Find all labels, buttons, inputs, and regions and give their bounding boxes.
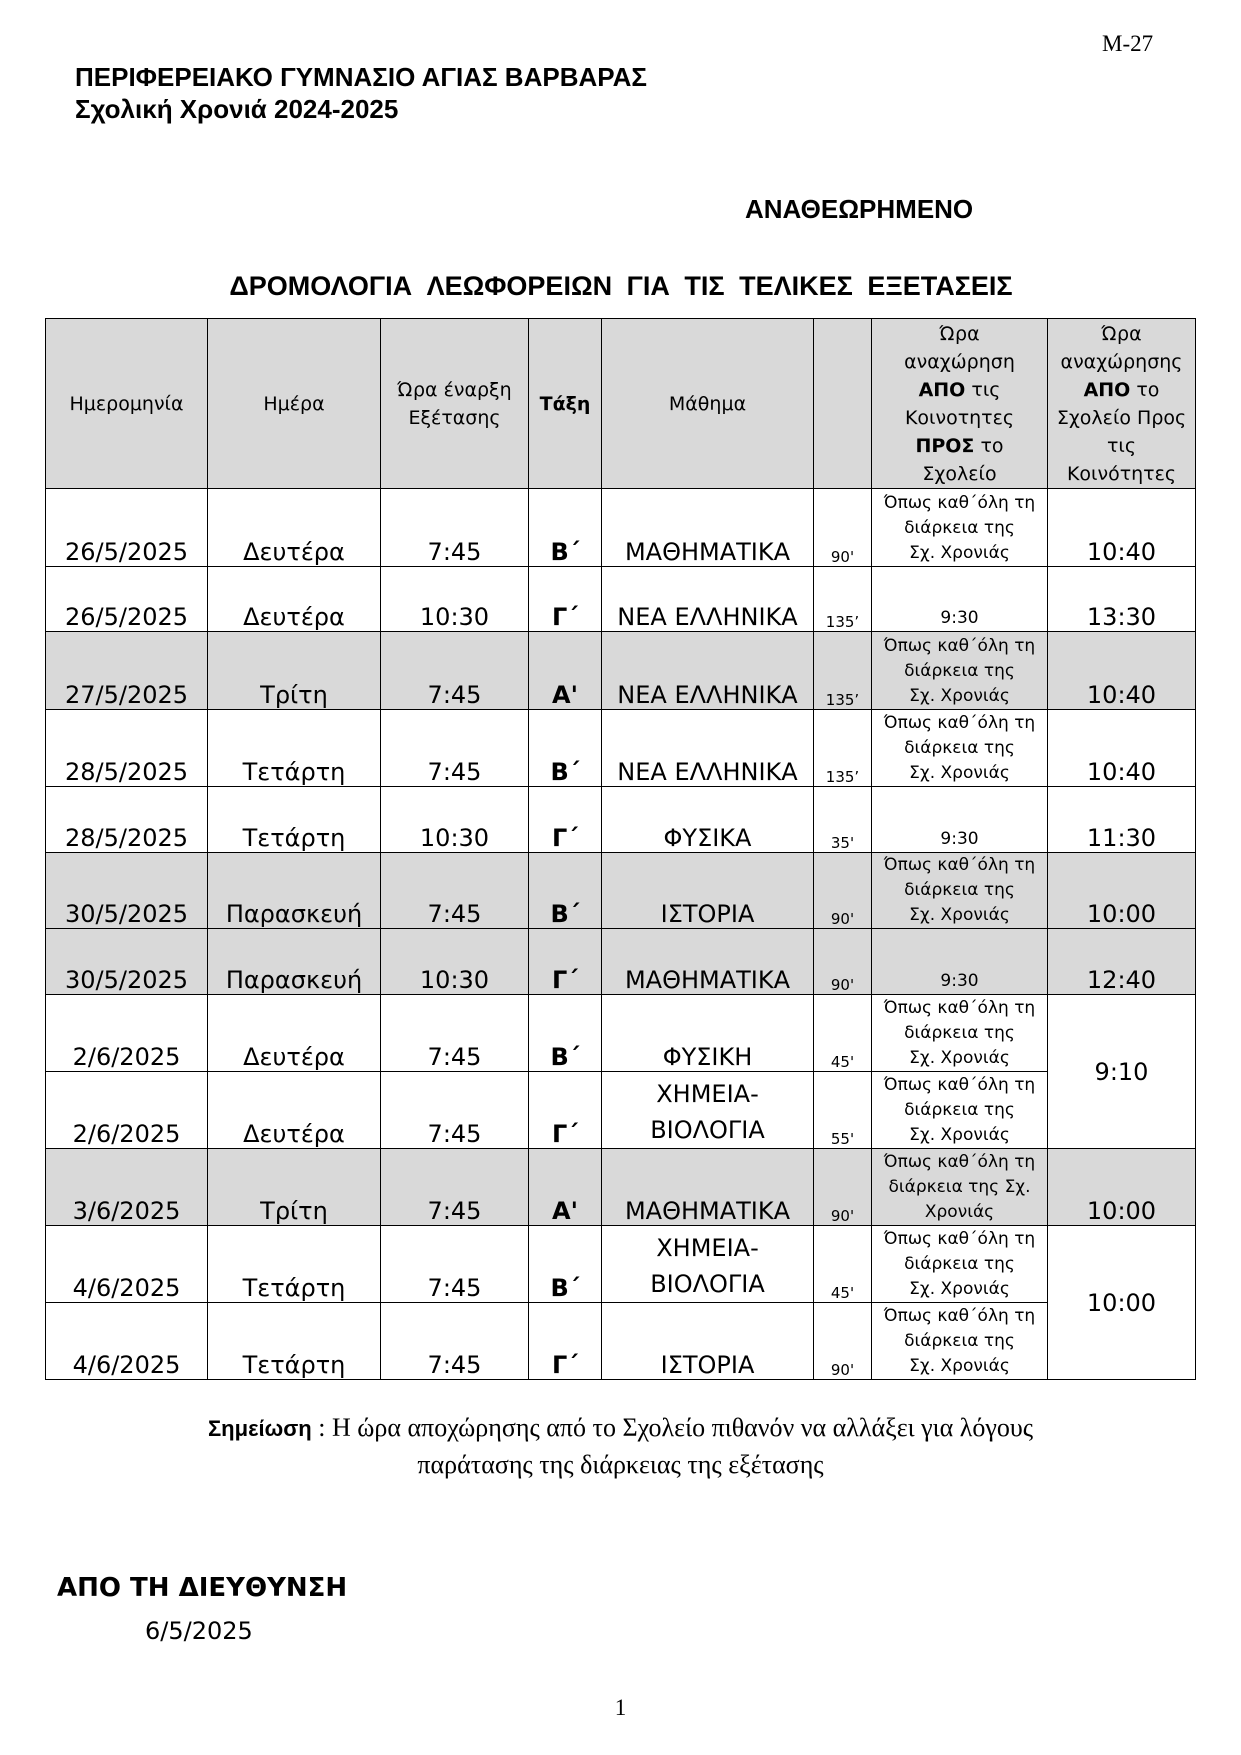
note-text-1: Η ώρα αποχώρησης από το Σχολείο πιθανόν να αλλάξει για λόγους <box>331 1413 1033 1442</box>
page-number: 1 <box>614 1695 627 1720</box>
header-dts-line5 <box>872 432 1047 460</box>
cell-duration: 135’ <box>814 710 872 787</box>
cell-departure-to-school <box>872 1226 1048 1303</box>
header-dts-line1: Ώρα <box>939 322 980 345</box>
cell-day: Τετάρτη <box>208 1226 381 1303</box>
dep-line: Σχ. Χρονιάς <box>909 1356 1010 1376</box>
note-label: Σημείωση <box>207 1416 312 1441</box>
cell-class: Α' <box>529 1149 602 1226</box>
cell-day: Δευτέρα <box>208 1072 381 1149</box>
cell-day: Τετάρτη <box>208 787 381 853</box>
cell-subject: ΝΕΑ ΕΛΛΗΝΙΚΑ <box>602 567 814 632</box>
dep-line: Χρονιάς <box>924 1202 995 1222</box>
cell-duration: 90' <box>814 1303 872 1380</box>
table-row <box>46 1303 1196 1380</box>
cell-date: 4/6/2025 <box>46 1226 208 1303</box>
cell-date: 28/5/2025 <box>46 710 208 787</box>
cell-duration: 45' <box>814 995 872 1072</box>
table-row <box>46 929 1196 995</box>
header-dfs-to: το <box>1130 378 1160 401</box>
dep-line: Σχ. Χρονιάς <box>909 1125 1010 1145</box>
dep-line: Σχ. Χρονιάς <box>909 1048 1010 1068</box>
subject-line: ΧΗΜΕΙΑ- <box>656 1234 759 1262</box>
cell-date: 28/5/2025 <box>46 787 208 853</box>
dep-line: Όπως καθ΄όλη τη <box>883 636 1036 656</box>
school-header <box>75 61 647 125</box>
table-row <box>46 1149 1196 1226</box>
header-departure-to-school <box>872 319 1048 489</box>
cell-departure-from-school: 10:40 <box>1048 632 1196 710</box>
header-dfs-line2: αναχώρησης <box>1060 350 1183 373</box>
table-row <box>46 853 1196 929</box>
dep-line: Όπως καθ΄όλη τη <box>883 1075 1036 1095</box>
cell-start-time: 7:45 <box>381 1303 529 1380</box>
cell-subject: ΜΑΘΗΜΑΤΙΚΑ <box>602 929 814 995</box>
cell-day: Δευτέρα <box>208 567 381 632</box>
cell-class: Α' <box>529 632 602 710</box>
table-row <box>46 787 1196 853</box>
title-word: ΤΙΣ <box>684 271 725 301</box>
cell-departure-to-school: 9:30 <box>872 567 1048 632</box>
header-start-line2: Εξέτασης <box>408 406 501 429</box>
signature: ΑΠΟ ΤΗ ΔΙΕΥΘΥΝΣΗ <box>57 1573 348 1603</box>
dep-line: Σχ. Χρονιάς <box>909 686 1010 706</box>
table-row <box>46 632 1196 710</box>
dep-line: Όπως καθ΄όλη τη <box>883 998 1036 1018</box>
cell-start-time: 7:45 <box>381 710 529 787</box>
cell-subject: ΝΕΑ ΕΛΛΗΝΙΚΑ <box>602 632 814 710</box>
cell-class: Β΄ <box>529 1226 602 1303</box>
dep-line: Σχ. Χρονιάς <box>909 763 1010 783</box>
cell-departure-from-school: 10:00 <box>1048 1226 1196 1380</box>
cell-day: Τρίτη <box>208 632 381 710</box>
header-dts-apo: ΑΠΟ <box>918 378 966 401</box>
cell-day: Τετάρτη <box>208 710 381 787</box>
table-row <box>46 710 1196 787</box>
cell-departure-to-school <box>872 995 1048 1072</box>
cell-subject: ΙΣΤΟΡΙΑ <box>602 1303 814 1380</box>
cell-duration: 135’ <box>814 567 872 632</box>
header-dfs-line5: τις <box>1106 434 1137 457</box>
title-word: ΤΕΛΙΚΕΣ <box>739 271 853 301</box>
cell-day: Τετάρτη <box>208 1303 381 1380</box>
table-row <box>46 489 1196 567</box>
cell-date: 30/5/2025 <box>46 853 208 929</box>
cell-departure-to-school <box>872 632 1048 710</box>
header-date: Ημερομηνία <box>46 319 208 489</box>
cell-start-time: 10:30 <box>381 567 529 632</box>
cell-departure-to-school <box>872 710 1048 787</box>
cell-class: Γ΄ <box>529 929 602 995</box>
cell-departure-to-school <box>872 1149 1048 1226</box>
header-dts-tis: τις <box>965 378 1001 401</box>
cell-departure-to-school: 9:30 <box>872 787 1048 853</box>
table-row <box>46 1226 1196 1303</box>
dep-line: Σχ. Χρονιάς <box>909 1279 1010 1299</box>
cell-subject: ΙΣΤΟΡΙΑ <box>602 853 814 929</box>
header-duration <box>814 319 872 489</box>
signature-date: 6/5/2025 <box>145 1617 253 1645</box>
cell-departure-to-school <box>872 853 1048 929</box>
cell-departure-to-school <box>872 1303 1048 1380</box>
cell-class: Γ΄ <box>529 567 602 632</box>
cell-day: Δευτέρα <box>208 489 381 567</box>
header-dfs-line3 <box>1048 376 1195 404</box>
dep-line: Σχ. Χρονιάς <box>909 543 1010 563</box>
cell-departure-to-school <box>872 1072 1048 1149</box>
dep-line: διάρκεια της <box>904 1331 1015 1351</box>
cell-start-time: 10:30 <box>381 787 529 853</box>
header-dts-line4: Κοινοτητες <box>904 406 1015 429</box>
cell-subject: ΦΥΣΙΚΑ <box>602 787 814 853</box>
cell-duration: 45' <box>814 1226 872 1303</box>
school-year: Σχολική Χρονιά 2024-2025 <box>75 94 399 124</box>
cell-start-time: 7:45 <box>381 489 529 567</box>
cell-start-time: 7:45 <box>381 853 529 929</box>
cell-departure-to-school: 9:30 <box>872 929 1048 995</box>
subject-line: ΒΙΟΛΟΓΙΑ <box>650 1270 765 1298</box>
cell-date: 2/6/2025 <box>46 1072 208 1149</box>
dep-line: διάρκεια της <box>904 880 1015 900</box>
dep-line: Σχ. Χρονιάς <box>909 905 1010 925</box>
cell-day: Τρίτη <box>208 1149 381 1226</box>
cell-date: 4/6/2025 <box>46 1303 208 1380</box>
note <box>0 1410 1241 1483</box>
subject-line: ΒΙΟΛΟΓΙΑ <box>650 1116 765 1144</box>
cell-start-time: 7:45 <box>381 632 529 710</box>
cell-subject: ΜΑΘΗΜΑΤΙΚΑ <box>602 1149 814 1226</box>
cell-departure-from-school: 10:40 <box>1048 710 1196 787</box>
cell-date: 26/5/2025 <box>46 567 208 632</box>
header-dts-to: το <box>974 434 1004 457</box>
header-subject: Μάθημα <box>602 319 814 489</box>
cell-class: Β΄ <box>529 995 602 1072</box>
header-dts-line2: αναχώρηση <box>904 350 1015 373</box>
cell-departure-from-school: 10:40 <box>1048 489 1196 567</box>
title-word: ΕΞΕΤΑΣΕΙΣ <box>867 271 1013 301</box>
cell-start-time: 7:45 <box>381 1226 529 1303</box>
header-day: Ημέρα <box>208 319 381 489</box>
cell-departure-from-school: 12:40 <box>1048 929 1196 995</box>
bus-schedule-table <box>45 318 1196 1380</box>
cell-class: Γ΄ <box>529 787 602 853</box>
dep-line: Όπως καθ΄όλη τη <box>883 493 1036 513</box>
cell-departure-from-school: 13:30 <box>1048 567 1196 632</box>
cell-duration: 55' <box>814 1072 872 1149</box>
cell-start-time: 10:30 <box>381 929 529 995</box>
revised-label: ΑΝΑΘΕΩΡΗΜΕΝΟ <box>745 194 974 224</box>
header-departure-from-school <box>1048 319 1196 489</box>
header-class: Τάξη <box>529 319 602 489</box>
header-dfs-line4: Σχολείο Προς <box>1056 406 1187 429</box>
cell-class: Β΄ <box>529 853 602 929</box>
header-dfs-line6: Κοινότητες <box>1066 462 1177 485</box>
cell-duration: 35' <box>814 787 872 853</box>
cell-subject: ΦΥΣΙΚΗ <box>602 995 814 1072</box>
table-header-row <box>46 319 1196 489</box>
title-word: ΔΡΟΜΟΛΟΓΙΑ <box>229 271 413 301</box>
table-row <box>46 995 1196 1072</box>
dep-line: Όπως καθ΄όλη τη <box>883 1229 1036 1249</box>
cell-departure-from-school: 11:30 <box>1048 787 1196 853</box>
cell-class: Γ΄ <box>529 1303 602 1380</box>
dep-line: διάρκεια της <box>904 1023 1015 1043</box>
cell-duration: 90' <box>814 853 872 929</box>
cell-start-time: 7:45 <box>381 995 529 1072</box>
header-dts-line6: Σχολείο <box>922 462 997 485</box>
cell-subject <box>602 1226 814 1303</box>
table-row <box>46 1072 1196 1149</box>
school-name: ΠΕΡΙΦΕΡΕΙΑΚΟ ΓΥΜΝΑΣΙΟ ΑΓΙΑΣ ΒΑΡΒΑΡΑΣ <box>75 62 648 92</box>
dep-line: διάρκεια της <box>904 518 1015 538</box>
cell-departure-from-school: 10:00 <box>1048 1149 1196 1226</box>
note-line1 <box>0 1410 1241 1447</box>
dep-line: διάρκεια της <box>904 661 1015 681</box>
cell-class: Γ΄ <box>529 1072 602 1149</box>
cell-duration: 90' <box>814 929 872 995</box>
document-number: M-27 <box>1102 31 1154 56</box>
table-row <box>46 567 1196 632</box>
cell-date: 2/6/2025 <box>46 995 208 1072</box>
cell-departure-to-school <box>872 489 1048 567</box>
note-line2: παράτασης της διάρκειας της εξέτασης <box>417 1450 824 1479</box>
header-start-line1: Ώρα έναρξη <box>397 378 512 401</box>
cell-date: 30/5/2025 <box>46 929 208 995</box>
note-colon: : <box>311 1413 332 1442</box>
cell-day: Παρασκευή <box>208 853 381 929</box>
cell-class: Β΄ <box>529 710 602 787</box>
subject-line: ΧΗΜΕΙΑ- <box>656 1080 759 1108</box>
header-dfs-apo: ΑΠΟ <box>1083 378 1131 401</box>
cell-departure-from-school: 9:10 <box>1048 995 1196 1149</box>
cell-subject <box>602 1072 814 1149</box>
cell-subject: ΜΑΘΗΜΑΤΙΚΑ <box>602 489 814 567</box>
title-word: ΓΙΑ <box>626 271 670 301</box>
dep-line: διάρκεια της <box>904 1254 1015 1274</box>
dep-line: Όπως καθ΄όλη τη <box>883 1152 1036 1172</box>
header-dfs-line1: Ώρα <box>1101 322 1142 345</box>
dep-line: διάρκεια της <box>904 1100 1015 1120</box>
dep-line: διάρκεια της Σχ. <box>888 1177 1031 1197</box>
dep-line: διάρκεια της <box>904 738 1015 758</box>
cell-class: Β΄ <box>529 489 602 567</box>
cell-day: Παρασκευή <box>208 929 381 995</box>
cell-start-time: 7:45 <box>381 1149 529 1226</box>
cell-duration: 90' <box>814 1149 872 1226</box>
cell-departure-from-school: 10:00 <box>1048 853 1196 929</box>
header-start-time <box>381 319 529 489</box>
cell-date: 3/6/2025 <box>46 1149 208 1226</box>
cell-date: 27/5/2025 <box>46 632 208 710</box>
dep-line: Όπως καθ΄όλη τη <box>883 855 1036 875</box>
page-title <box>0 271 1241 302</box>
cell-date: 26/5/2025 <box>46 489 208 567</box>
cell-duration: 135’ <box>814 632 872 710</box>
header-dts-pros: ΠΡΟΣ <box>915 434 975 457</box>
cell-subject: ΝΕΑ ΕΛΛΗΝΙΚΑ <box>602 710 814 787</box>
title-word: ΛΕΩΦΟΡΕΙΩΝ <box>426 271 613 301</box>
dep-line: Όπως καθ΄όλη τη <box>883 713 1036 733</box>
cell-duration: 90' <box>814 489 872 567</box>
header-dts-line3 <box>872 376 1047 404</box>
cell-start-time: 7:45 <box>381 1072 529 1149</box>
dep-line: Όπως καθ΄όλη τη <box>883 1306 1036 1326</box>
cell-day: Δευτέρα <box>208 995 381 1072</box>
